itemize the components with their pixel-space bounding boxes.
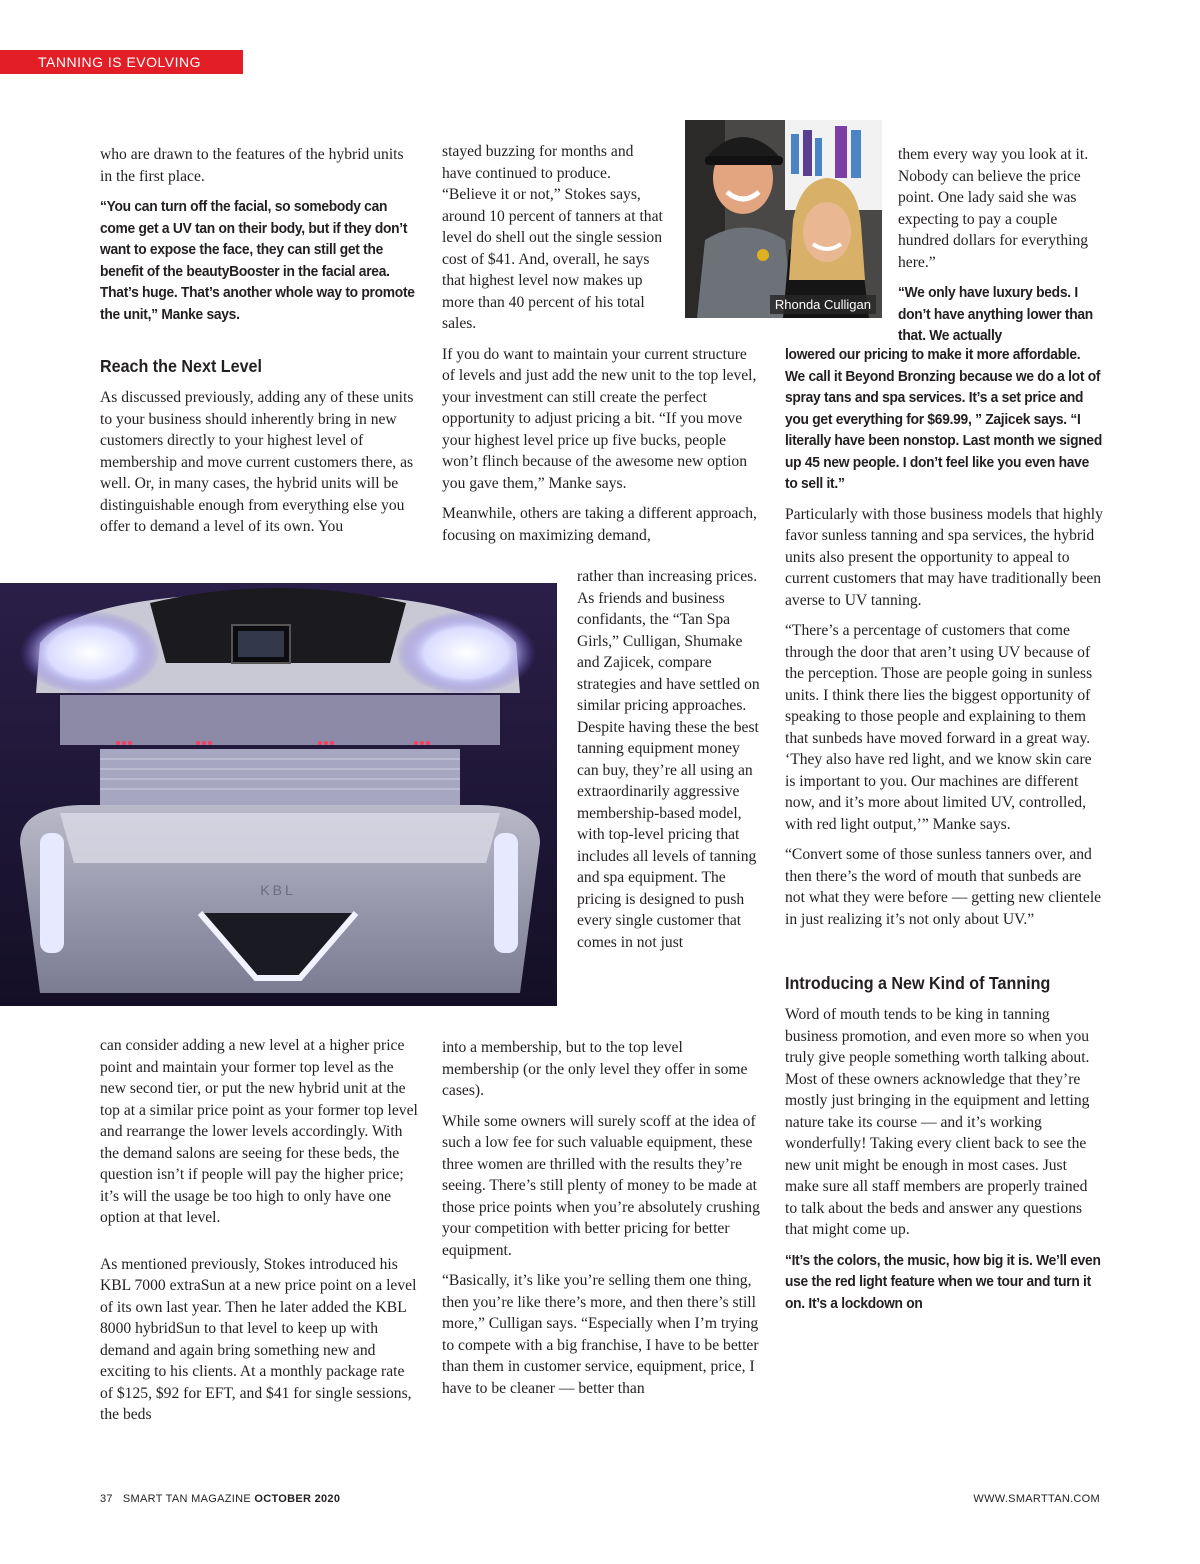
column-2-wrap — [577, 566, 761, 953]
column-1-top — [100, 144, 418, 547]
paragraph: If you do want to maintain your current structure of levels and just add the new unit to the top level, your investment can still create the perfect opportunity to adjust pricing a bit. “If you move your highest level price up five bucks, people won’t flinch because of the awesome new option you gave them,” Manke says. — [442, 345, 757, 492]
paragraph: “Basically, it’s like you’re selling them one thing, then you’re like there’s more, and then there’s still more,” Culligan says. “Especially when I’m trying to compete with a big franchise, I have to be better than them in customer service, equipment, price, I have to be cleaner — better than — [442, 1272, 759, 1397]
paragraph: can consider adding a new level at a higher price point and maintain your former top level as the new second tier, or put the new hybrid unit at the top at a similar price point as your former top level and rearrange the lower levels accordingly. With the demand salons are seeing for these beds, the question isn’t if people will pay the higher price; it’s will the usage be too high to only have one option at that level. — [100, 1037, 418, 1226]
section-banner: TANNING IS EVOLVING — [0, 50, 243, 74]
footer-website: WWW.SMARTTAN.COM — [973, 1493, 1100, 1505]
pull-quote: “You can turn off the facial, so somebody can come get a UV tan on their body, but if they don’t want to expose the face, they can still get the benefit of the beautyBooster in the facial area. That’s huge. That’s another whole way to promote the unit,” Manke says. — [100, 198, 415, 323]
tanning-bed-photo — [0, 583, 557, 1006]
paragraph: into a membership, but to the top level membership (or the only level they offer in some cases). — [442, 1039, 748, 1099]
magazine-name: SMART TAN MAGAZINE — [122, 1493, 251, 1505]
paragraph: Meanwhile, others are taking a different approach, focusing on maximizing demand, — [442, 505, 757, 544]
pull-quote: lowered our pricing to make it more affordable. We call it Beyond Bronzing because we do a lot of spray tans and spa services. It’s a set price and you get everything for $69.99, ” Zajicek says. “I literally have been nonstop. Last month we signed up 45 new people. I don’t feel like you even have to sell it.” — [785, 346, 1102, 492]
column-1-bottom — [100, 1035, 418, 1435]
paragraph: them every way you look at it. Nobody can believe the price point. One lady said she was expecting to pay a couple hundred dollars for everything here.” — [898, 146, 1089, 271]
bed-brand-label: KBL — [260, 882, 296, 898]
paragraph: As discussed previously, adding any of these units to your business should inherently bring in new customers directly to your highest level of membership and move current customers there, as well. Or, in many cases, the hybrid units will be distinguishable enough from everything else you offer to demand a level of its own. You — [100, 389, 414, 535]
section-heading: Reach the Next Level — [100, 356, 262, 376]
paragraph: Particularly with those business models that highly favor sunless tanning and spa services, the hybrid units also present the opportunity to appeal to current customers that may have traditionally been averse to UV tanning. — [785, 505, 1103, 609]
paragraph: Word of mouth tends to be king in tanning business promotion, and even more so when you truly give people something worth talking about. Most of these owners acknowledge that they’re mostly just bringing in the equipment and letting nature take its course — and it’s working wonderfully! Taking every client back to see the new unit might be enough in most cases. Just make sure all staff members are properly trained to talk about the beds and answer any questions that might come up. — [785, 1006, 1090, 1238]
paragraph: While some owners will surely scoff at the idea of such a low fee for such valuable equipment, these three women are thrilled with the results they’re seeing. There’s still plenty of money to be made at those price points when you’re absolutely crushing your competition with better pricing for better equipment. — [442, 1112, 760, 1259]
column-3-main — [785, 344, 1103, 1323]
column-3-wrap — [898, 144, 1103, 347]
photo-caption: Rhonda Culligan — [770, 295, 876, 314]
page-number: 37 — [100, 1493, 113, 1505]
tanning-bed-illustration — [0, 583, 557, 1006]
issue-date: OCTOBER 2020 — [254, 1493, 341, 1505]
portrait-illustration — [685, 120, 882, 318]
column-2-bottom — [442, 1037, 760, 1408]
paragraph: stayed buzzing for months and have continued to produce. “Believe it or not,” Stokes says, around 10 percent of tanners at that level do shell out the single session cost of $41. And, overall, he says that highest level now makes up more than 40 percent of his total sales. — [442, 143, 663, 332]
paragraph: rather than increasing prices. As friends and business confidants, the “Tan Spa Girls,” Culligan, Shumake and Zajicek, compare strategies and have settled on similar pricing approaches. Despite having these the best tanning equipment money can buy, they’re all using an extraordinarily aggressive membership-based model, with top-level pricing that includes all levels of tanning and spa equipment. The pricing is designed to push every single customer that comes in not just — [577, 568, 760, 951]
pull-quote: “It’s the colors, the music, how big it is. We’ll even use the red light feature when we tour and turn it on. It’s a lockdown on — [785, 1251, 1101, 1312]
paragraph: who are drawn to the features of the hybrid units in the first place. — [100, 146, 404, 185]
pull-quote: “We only have luxury beds. I don’t have anything lower than that. We actually — [898, 284, 1093, 344]
portrait-photo — [685, 120, 882, 318]
paragraph: “Convert some of those sunless tanners over, and then there’s the word of mouth that sunbeds are not what they were before — getting new clientele in just realizing it’s not only about UV.” — [785, 846, 1102, 928]
paragraph: “There’s a percentage of customers that come through the door that aren’t using UV because of the perception. Those are people going in sunless units. I think there lies the biggest opportunity of speaking to those people and explaining to them that sunbeds have moved forward in a great way. ‘They also have red light, and we know skin care is important to you. Our machines are different now, and it’s more about limited UV, controlled, with red light output,’” Manke says. — [785, 622, 1093, 833]
footer-left — [100, 1493, 340, 1505]
paragraph: As mentioned previously, Stokes introduced his KBL 7000 extraSun at a new price point on a level of its own last year. Then he later added the KBL 8000 hybridSun to that level to keep up with demand and again bring something new and exciting to his clients. At a monthly package rate of $125, $92 for EFT, and $41 for single sessions, the beds — [100, 1255, 417, 1423]
section-heading: Introducing a New Kind of Tanning — [785, 973, 1051, 993]
